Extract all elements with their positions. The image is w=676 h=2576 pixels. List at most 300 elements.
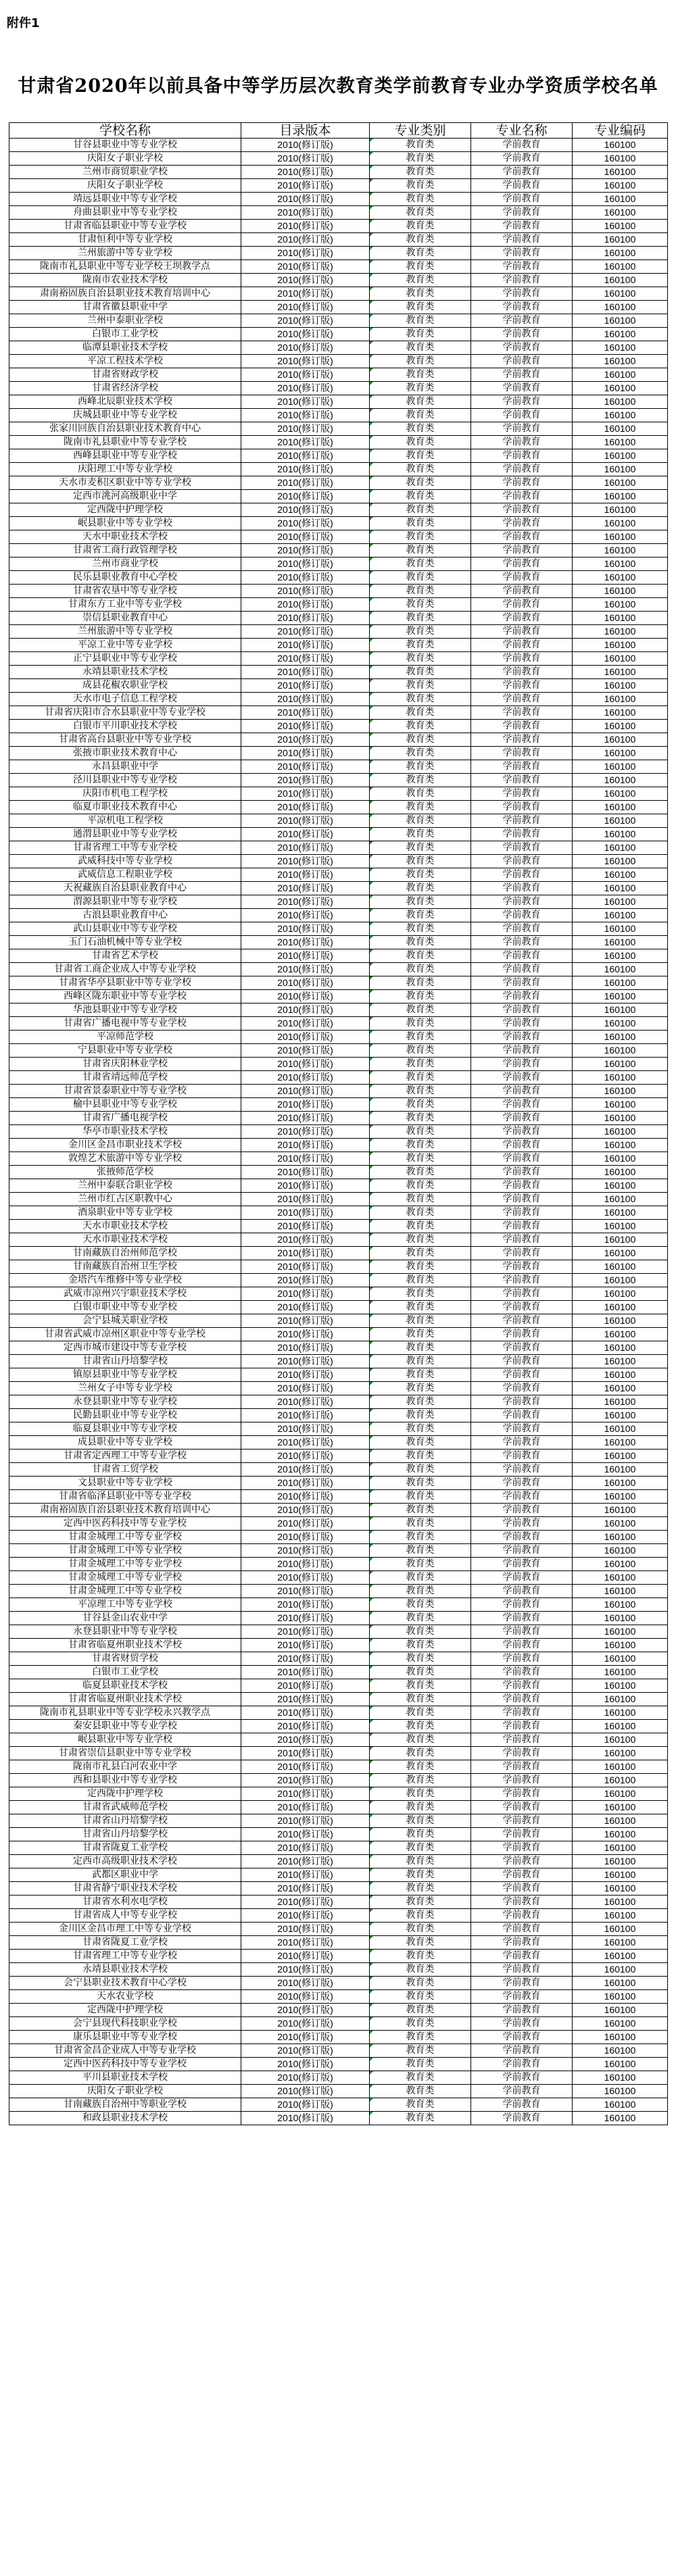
major-name-cell: 学前教育: [471, 2004, 573, 2017]
table-row: [9, 1220, 668, 1233]
school-name-cell: 西峰北辰职业技术学校: [9, 395, 241, 409]
major-category-cell: 教育类: [370, 2058, 471, 2071]
major-name-cell: 学前教育: [471, 1950, 573, 1963]
school-name-cell: 甘肃省定西理工中等专业学校: [9, 1450, 241, 1463]
catalog-version-cell: 2010(修订版): [241, 1558, 370, 1571]
catalog-version-cell: 2010(修订版): [241, 139, 370, 152]
catalog-version-cell: 2010(修订版): [241, 666, 370, 679]
column-header-school-name: 学校名称: [9, 123, 241, 139]
school-name-cell: 天水市职业技术学校: [9, 1233, 241, 1247]
catalog-version-cell: 2010(修订版): [241, 1490, 370, 1504]
major-code-cell: 160100: [573, 585, 668, 598]
major-category-cell: 教育类: [370, 193, 471, 206]
table-row: [9, 666, 668, 679]
major-name-cell: 学前教育: [471, 1882, 573, 1896]
table-row: [9, 1747, 668, 1760]
school-name-cell: 甘肃省华亭县职业中等专业学校: [9, 976, 241, 990]
school-name-cell: 甘肃金城理工中等专业学校: [9, 1571, 241, 1585]
major-code-cell: 160100: [573, 1287, 668, 1301]
school-name-cell: 甘肃省武威师范学校: [9, 1801, 241, 1814]
school-name-cell: 武山县职业中等专业学校: [9, 922, 241, 936]
major-code-cell: 160100: [573, 1571, 668, 1585]
table-row: [9, 1233, 668, 1247]
major-name-cell: 学前教育: [471, 1382, 573, 1395]
major-code-cell: 160100: [573, 882, 668, 895]
major-name-cell: 学前教育: [471, 503, 573, 517]
table-row: [9, 1031, 668, 1044]
table-row: [9, 1517, 668, 1531]
major-category-cell: 教育类: [370, 1274, 471, 1287]
school-name-cell: 民勤县职业中等专业学校: [9, 1409, 241, 1422]
major-code-cell: 160100: [573, 1625, 668, 1639]
school-name-cell: 庆阳理工中等专业学校: [9, 463, 241, 476]
major-name-cell: 学前教育: [471, 841, 573, 855]
table-row: [9, 287, 668, 301]
major-code-cell: 160100: [573, 355, 668, 368]
table-row: [9, 1909, 668, 1923]
major-code-cell: 160100: [573, 1828, 668, 1841]
table-row: [9, 1882, 668, 1896]
major-name-cell: 学前教育: [471, 355, 573, 368]
major-category-cell: 教育类: [370, 652, 471, 666]
major-name-cell: 学前教育: [471, 1679, 573, 1693]
major-category-cell: 教育类: [370, 368, 471, 382]
major-name-cell: 学前教育: [471, 612, 573, 625]
major-name-cell: 学前教育: [471, 1031, 573, 1044]
major-category-cell: 教育类: [370, 1125, 471, 1139]
catalog-version-cell: 2010(修订版): [241, 612, 370, 625]
catalog-version-cell: 2010(修订版): [241, 1166, 370, 1179]
major-name-cell: 学前教育: [471, 1450, 573, 1463]
major-category-cell: 教育类: [370, 166, 471, 179]
major-category-cell: 教育类: [370, 1882, 471, 1896]
major-name-cell: 学前教育: [471, 463, 573, 476]
major-category-cell: 教育类: [370, 260, 471, 274]
major-code-cell: 160100: [573, 1314, 668, 1328]
school-name-cell: 榆中县职业中等专业学校: [9, 1098, 241, 1112]
school-name-cell: 定西市城市建设中等专业学校: [9, 1341, 241, 1355]
major-code-cell: 160100: [573, 1760, 668, 1774]
catalog-version-cell: 2010(修订版): [241, 1760, 370, 1774]
major-code-cell: 160100: [573, 1679, 668, 1693]
major-code-cell: 160100: [573, 2098, 668, 2112]
catalog-version-cell: 2010(修订版): [241, 1909, 370, 1923]
major-category-cell: 教育类: [370, 949, 471, 963]
table-row: [9, 801, 668, 814]
school-name-cell: 甘肃省临夏州职业技术学校: [9, 1693, 241, 1706]
catalog-version-cell: 2010(修订版): [241, 1720, 370, 1733]
major-name-cell: 学前教育: [471, 1287, 573, 1301]
catalog-version-cell: 2010(修订版): [241, 1233, 370, 1247]
school-name-cell: 兰州中泰职业学校: [9, 314, 241, 328]
table-row: [9, 503, 668, 517]
major-name-cell: 学前教育: [471, 1085, 573, 1098]
table-row: [9, 1463, 668, 1477]
catalog-version-cell: 2010(修订版): [241, 1504, 370, 1517]
major-category-cell: 教育类: [370, 2112, 471, 2125]
school-name-cell: 民乐县职业教育中心学校: [9, 571, 241, 585]
major-code-cell: 160100: [573, 1436, 668, 1450]
major-code-cell: 160100: [573, 1990, 668, 2004]
school-name-cell: 岷县职业中等专业学校: [9, 517, 241, 530]
major-category-cell: 教育类: [370, 1571, 471, 1585]
catalog-version-cell: 2010(修订版): [241, 220, 370, 233]
major-name-cell: 学前教育: [471, 1936, 573, 1950]
school-name-cell: 定西陇中护理学校: [9, 2004, 241, 2017]
major-category-cell: 教育类: [370, 963, 471, 976]
table-row: [9, 2085, 668, 2098]
major-code-cell: 160100: [573, 1882, 668, 1896]
catalog-version-cell: 2010(修订版): [241, 544, 370, 558]
school-name-cell: 镇原县职业中等专业学校: [9, 1368, 241, 1382]
catalog-version-cell: 2010(修订版): [241, 409, 370, 422]
table-row: [9, 409, 668, 422]
school-name-cell: 甘肃省临县职业中等专业学校: [9, 220, 241, 233]
major-name-cell: 学前教育: [471, 260, 573, 274]
major-category-cell: 教育类: [370, 666, 471, 679]
major-code-cell: 160100: [573, 1341, 668, 1355]
major-category-cell: 教育类: [370, 2098, 471, 2112]
major-code-cell: 160100: [573, 801, 668, 814]
major-name-cell: 学前教育: [471, 1247, 573, 1260]
major-category-cell: 教育类: [370, 1517, 471, 1531]
school-name-cell: 甘肃金城理工中等专业学校: [9, 1544, 241, 1558]
major-code-cell: 160100: [573, 1112, 668, 1125]
major-category-cell: 教育类: [370, 747, 471, 760]
major-name-cell: 学前教育: [471, 436, 573, 449]
major-code-cell: 160100: [573, 233, 668, 247]
major-name-cell: 学前教育: [471, 585, 573, 598]
major-code-cell: 160100: [573, 1896, 668, 1909]
major-name-cell: 学前教育: [471, 1855, 573, 1868]
major-name-cell: 学前教育: [471, 733, 573, 747]
table-row: [9, 1422, 668, 1436]
school-name-cell: 甘肃省陇夏工业学校: [9, 1841, 241, 1855]
major-code-cell: 160100: [573, 1531, 668, 1544]
major-name-cell: 学前教育: [471, 2017, 573, 2031]
major-code-cell: 160100: [573, 395, 668, 409]
school-name-cell: 甘肃省水利水电学校: [9, 1896, 241, 1909]
table-row: [9, 828, 668, 841]
table-row: [9, 1477, 668, 1490]
major-category-cell: 教育类: [370, 1868, 471, 1882]
table-row: [9, 260, 668, 274]
table-row: [9, 1571, 668, 1585]
catalog-version-cell: 2010(修订版): [241, 1341, 370, 1355]
major-name-cell: 学前教育: [471, 949, 573, 963]
table-row: [9, 882, 668, 895]
catalog-version-cell: 2010(修订版): [241, 1044, 370, 1058]
major-code-cell: 160100: [573, 1152, 668, 1166]
catalog-version-cell: 2010(修订版): [241, 449, 370, 463]
table-row: [9, 1814, 668, 1828]
catalog-version-cell: 2010(修订版): [241, 517, 370, 530]
table-row: [9, 355, 668, 368]
major-name-cell: 学前教育: [471, 571, 573, 585]
catalog-version-cell: 2010(修订版): [241, 1801, 370, 1814]
table-row: [9, 274, 668, 287]
major-code-cell: 160100: [573, 1747, 668, 1760]
catalog-version-cell: 2010(修订版): [241, 841, 370, 855]
major-name-cell: 学前教育: [471, 422, 573, 436]
major-code-cell: 160100: [573, 2085, 668, 2098]
major-name-cell: 学前教育: [471, 936, 573, 949]
school-name-cell: 康乐县职业中等专业学校: [9, 2031, 241, 2044]
major-category-cell: 教育类: [370, 1625, 471, 1639]
school-name-cell: 甘谷县职业中等专业学校: [9, 139, 241, 152]
major-code-cell: 160100: [573, 1977, 668, 1990]
catalog-version-cell: 2010(修订版): [241, 2071, 370, 2085]
school-name-cell: 会宁县城关职业学校: [9, 1314, 241, 1328]
major-code-cell: 160100: [573, 1814, 668, 1828]
major-name-cell: 学前教育: [471, 1841, 573, 1855]
catalog-version-cell: 2010(修订版): [241, 341, 370, 355]
major-name-cell: 学前教育: [471, 328, 573, 341]
school-name-cell: 舟曲县职业中等专业学校: [9, 206, 241, 220]
major-name-cell: 学前教育: [471, 1774, 573, 1787]
catalog-version-cell: 2010(修订版): [241, 1247, 370, 1260]
catalog-version-cell: 2010(修订版): [241, 287, 370, 301]
major-name-cell: 学前教育: [471, 1652, 573, 1666]
catalog-version-cell: 2010(修订版): [241, 558, 370, 571]
major-name-cell: 学前教育: [471, 760, 573, 774]
catalog-version-cell: 2010(修订版): [241, 2085, 370, 2098]
major-name-cell: 学前教育: [471, 976, 573, 990]
school-name-cell: 庆阳女子职业学校: [9, 2085, 241, 2098]
major-category-cell: 教育类: [370, 1544, 471, 1558]
major-name-cell: 学前教育: [471, 544, 573, 558]
major-code-cell: 160100: [573, 1733, 668, 1747]
catalog-version-cell: 2010(修订版): [241, 1950, 370, 1963]
major-category-cell: 教育类: [370, 1044, 471, 1058]
catalog-version-cell: 2010(修订版): [241, 1193, 370, 1206]
major-category-cell: 教育类: [370, 1058, 471, 1071]
major-code-cell: 160100: [573, 328, 668, 341]
catalog-version-cell: 2010(修订版): [241, 1112, 370, 1125]
school-name-cell: 金塔汽车维修中等专业学校: [9, 1274, 241, 1287]
catalog-version-cell: 2010(修订版): [241, 1706, 370, 1720]
table-row: [9, 1139, 668, 1152]
major-name-cell: 学前教育: [471, 2112, 573, 2125]
catalog-version-cell: 2010(修订版): [241, 152, 370, 166]
school-name-cell: 成县花椒农职业学校: [9, 679, 241, 693]
table-row: [9, 2031, 668, 2044]
school-name-cell: 甘南藏族自治州卫生学校: [9, 1260, 241, 1274]
major-category-cell: 教育类: [370, 1152, 471, 1166]
table-row: [9, 1450, 668, 1463]
catalog-version-cell: 2010(修订版): [241, 436, 370, 449]
school-name-cell: 正宁县职业中等专业学校: [9, 652, 241, 666]
major-name-cell: 学前教育: [471, 395, 573, 409]
major-name-cell: 学前教育: [471, 314, 573, 328]
major-category-cell: 教育类: [370, 436, 471, 449]
major-code-cell: 160100: [573, 1612, 668, 1625]
school-name-cell: 会宁县职业技术教育中心学校: [9, 1977, 241, 1990]
table-row: [9, 990, 668, 1004]
major-name-cell: 学前教育: [471, 1463, 573, 1477]
catalog-version-cell: 2010(修订版): [241, 233, 370, 247]
catalog-version-cell: 2010(修订版): [241, 1882, 370, 1896]
major-code-cell: 160100: [573, 1260, 668, 1274]
catalog-version-cell: 2010(修订版): [241, 1382, 370, 1395]
major-category-cell: 教育类: [370, 922, 471, 936]
table-row: [9, 179, 668, 193]
major-name-cell: 学前教育: [471, 1571, 573, 1585]
school-name-cell: 庆阳女子职业学校: [9, 179, 241, 193]
catalog-version-cell: 2010(修订版): [241, 1328, 370, 1341]
catalog-version-cell: 2010(修订版): [241, 922, 370, 936]
school-name-cell: 定西陇中护理学校: [9, 1787, 241, 1801]
major-name-cell: 学前教育: [471, 1490, 573, 1504]
school-name-cell: 泾川县职业中等专业学校: [9, 774, 241, 787]
major-category-cell: 教育类: [370, 1639, 471, 1652]
major-name-cell: 学前教育: [471, 1274, 573, 1287]
catalog-version-cell: 2010(修订版): [241, 1923, 370, 1936]
major-code-cell: 160100: [573, 517, 668, 530]
major-category-cell: 教育类: [370, 1220, 471, 1233]
catalog-version-cell: 2010(修订版): [241, 247, 370, 260]
catalog-version-cell: 2010(修订版): [241, 693, 370, 706]
catalog-version-cell: 2010(修订版): [241, 747, 370, 760]
catalog-version-cell: 2010(修订版): [241, 1977, 370, 1990]
catalog-version-cell: 2010(修订版): [241, 1774, 370, 1787]
school-name-cell: 古浪县职业教育中心: [9, 909, 241, 922]
table-row: [9, 841, 668, 855]
major-code-cell: 160100: [573, 260, 668, 274]
table-row: [9, 233, 668, 247]
catalog-version-cell: 2010(修订版): [241, 990, 370, 1004]
school-name-cell: 平川县职业技术学校: [9, 2071, 241, 2085]
school-name-cell: 天水市麦积区职业中等专业学校: [9, 476, 241, 490]
catalog-version-cell: 2010(修订版): [241, 1544, 370, 1558]
major-code-cell: 160100: [573, 868, 668, 882]
major-name-cell: 学前教育: [471, 652, 573, 666]
major-code-cell: 160100: [573, 720, 668, 733]
major-code-cell: 160100: [573, 1233, 668, 1247]
catalog-version-cell: 2010(修订版): [241, 652, 370, 666]
major-code-cell: 160100: [573, 287, 668, 301]
major-name-cell: 学前教育: [471, 2044, 573, 2058]
catalog-version-cell: 2010(修订版): [241, 1071, 370, 1085]
major-category-cell: 教育类: [370, 1422, 471, 1436]
school-name-cell: 庆阳女子职业学校: [9, 152, 241, 166]
major-code-cell: 160100: [573, 963, 668, 976]
catalog-version-cell: 2010(修订版): [241, 1571, 370, 1585]
major-category-cell: 教育类: [370, 1963, 471, 1977]
major-name-cell: 学前教育: [471, 814, 573, 828]
major-name-cell: 学前教育: [471, 1314, 573, 1328]
school-name-cell: 永昌县职业中学: [9, 760, 241, 774]
major-code-cell: 160100: [573, 1585, 668, 1598]
major-category-cell: 教育类: [370, 274, 471, 287]
major-category-cell: 教育类: [370, 2085, 471, 2098]
major-name-cell: 学前教育: [471, 517, 573, 530]
major-category-cell: 教育类: [370, 801, 471, 814]
school-name-cell: 兰州旅游中等专业学校: [9, 625, 241, 639]
major-name-cell: 学前教育: [471, 895, 573, 909]
major-code-cell: 160100: [573, 301, 668, 314]
major-category-cell: 教育类: [370, 706, 471, 720]
table-row: [9, 1382, 668, 1395]
major-name-cell: 学前教育: [471, 1368, 573, 1382]
major-code-cell: 160100: [573, 1490, 668, 1504]
school-name-cell: 甘肃省成人中等专业学校: [9, 1909, 241, 1923]
major-name-cell: 学前教育: [471, 1193, 573, 1206]
major-name-cell: 学前教育: [471, 287, 573, 301]
catalog-version-cell: 2010(修订版): [241, 395, 370, 409]
column-header-major-code: 专业编码: [573, 123, 668, 139]
catalog-version-cell: 2010(修订版): [241, 1841, 370, 1855]
table-row: [9, 247, 668, 260]
school-name-cell: 陇南市礼县白河农业中学: [9, 1760, 241, 1774]
major-name-cell: 学前教育: [471, 1355, 573, 1368]
catalog-version-cell: 2010(修订版): [241, 260, 370, 274]
table-row: [9, 206, 668, 220]
school-name-cell: 甘肃省陇夏工业学校: [9, 1936, 241, 1950]
table-row: [9, 1017, 668, 1031]
school-name-cell: 平凉理工中等专业学校: [9, 1598, 241, 1612]
major-category-cell: 教育类: [370, 1179, 471, 1193]
school-name-cell: 成县职业中等专业学校: [9, 1436, 241, 1450]
catalog-version-cell: 2010(修订版): [241, 1098, 370, 1112]
table-row: [9, 476, 668, 490]
major-code-cell: 160100: [573, 787, 668, 801]
major-name-cell: 学前教育: [471, 1693, 573, 1706]
major-name-cell: 学前教育: [471, 1558, 573, 1571]
major-name-cell: 学前教育: [471, 1422, 573, 1436]
major-category-cell: 教育类: [370, 220, 471, 233]
catalog-version-cell: 2010(修订版): [241, 760, 370, 774]
major-category-cell: 教育类: [370, 1247, 471, 1260]
catalog-version-cell: 2010(修订版): [241, 490, 370, 503]
major-category-cell: 教育类: [370, 1693, 471, 1706]
major-name-cell: 学前教育: [471, 1760, 573, 1774]
school-name-cell: 陇南市礼县职业中等专业学校王坝教学点: [9, 260, 241, 274]
major-category-cell: 教育类: [370, 558, 471, 571]
catalog-version-cell: 2010(修订版): [241, 855, 370, 868]
school-name-cell: 肃南裕固族自治县职业技术教育培训中心: [9, 287, 241, 301]
school-name-cell: 庆阳市机电工程学校: [9, 787, 241, 801]
school-name-cell: 庆城县职业中等专业学校: [9, 409, 241, 422]
major-code-cell: 160100: [573, 612, 668, 625]
major-name-cell: 学前教育: [471, 274, 573, 287]
catalog-version-cell: 2010(修订版): [241, 1963, 370, 1977]
major-name-cell: 学前教育: [471, 368, 573, 382]
major-category-cell: 教育类: [370, 1801, 471, 1814]
major-category-cell: 教育类: [370, 1382, 471, 1395]
major-code-cell: 160100: [573, 666, 668, 679]
catalog-version-cell: 2010(修订版): [241, 1666, 370, 1679]
table-row: [9, 693, 668, 706]
major-code-cell: 160100: [573, 1558, 668, 1571]
table-row: [9, 1774, 668, 1787]
major-category-cell: 教育类: [370, 1679, 471, 1693]
catalog-version-cell: 2010(修订版): [241, 976, 370, 990]
table-row: [9, 1977, 668, 1990]
major-name-cell: 学前教育: [471, 1301, 573, 1314]
major-category-cell: 教育类: [370, 1652, 471, 1666]
school-name-cell: 渭源县职业中等专业学校: [9, 895, 241, 909]
table-row: [9, 1733, 668, 1747]
table-row: [9, 1355, 668, 1368]
major-code-cell: 160100: [573, 1936, 668, 1950]
school-name-cell: 甘肃金城理工中等专业学校: [9, 1585, 241, 1598]
major-category-cell: 教育类: [370, 639, 471, 652]
major-name-cell: 学前教育: [471, 1706, 573, 1720]
major-name-cell: 学前教育: [471, 1436, 573, 1450]
major-category-cell: 教育类: [370, 1017, 471, 1031]
major-code-cell: 160100: [573, 152, 668, 166]
